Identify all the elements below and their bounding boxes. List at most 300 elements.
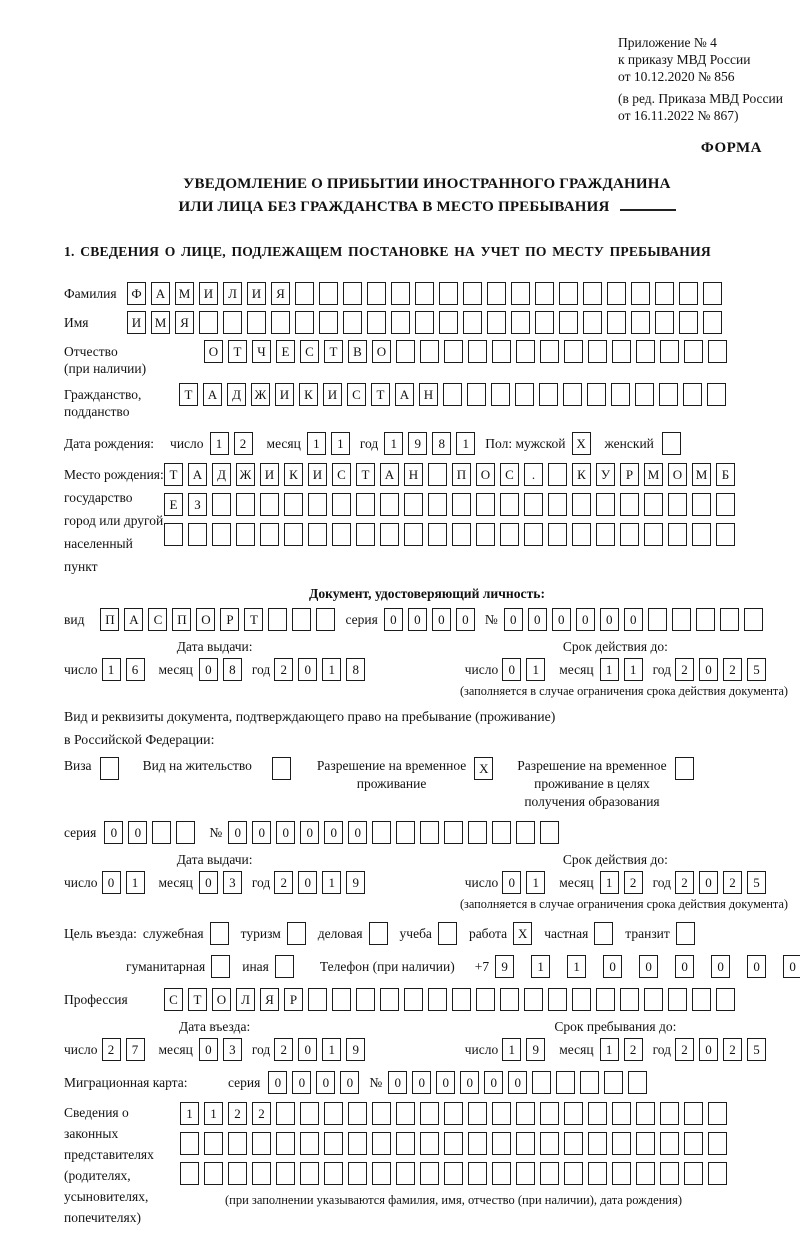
char-cell[interactable] <box>540 1102 559 1125</box>
char-cell[interactable] <box>655 282 674 305</box>
char-cell[interactable] <box>564 340 583 363</box>
char-cell[interactable] <box>308 988 327 1011</box>
char-cell[interactable] <box>396 1162 415 1185</box>
char-cell[interactable] <box>319 282 338 305</box>
char-cell[interactable] <box>284 493 303 516</box>
char-cell[interactable] <box>428 523 447 546</box>
char-cell[interactable] <box>660 1102 679 1125</box>
char-cell[interactable] <box>260 523 279 546</box>
char-cell[interactable]: 1 <box>331 432 350 455</box>
char-cell[interactable] <box>487 311 506 334</box>
valid-day-field[interactable] <box>502 658 545 681</box>
char-cell[interactable] <box>476 988 495 1011</box>
char-cell[interactable]: Т <box>188 988 207 1011</box>
char-cell[interactable] <box>692 523 711 546</box>
char-cell[interactable]: 0 <box>268 1071 287 1094</box>
char-cell[interactable] <box>380 493 399 516</box>
char-cell[interactable] <box>500 988 519 1011</box>
char-cell[interactable] <box>635 383 654 406</box>
char-cell[interactable] <box>420 1102 439 1125</box>
char-cell[interactable] <box>636 1162 655 1185</box>
char-cell[interactable] <box>236 523 255 546</box>
purpose-private-checkbox[interactable] <box>594 922 613 945</box>
issue-month-field[interactable] <box>199 658 242 681</box>
char-cell[interactable]: 0 <box>699 1038 718 1061</box>
char-cell[interactable]: Л <box>236 988 255 1011</box>
char-cell[interactable] <box>696 608 715 631</box>
char-cell[interactable] <box>356 523 375 546</box>
char-cell[interactable] <box>199 311 218 334</box>
char-cell[interactable] <box>380 523 399 546</box>
char-cell[interactable] <box>415 282 434 305</box>
char-cell[interactable] <box>655 311 674 334</box>
char-cell[interactable]: М <box>692 463 711 486</box>
char-cell[interactable] <box>260 493 279 516</box>
char-cell[interactable]: Ч <box>252 340 271 363</box>
char-cell[interactable] <box>212 493 231 516</box>
char-cell[interactable] <box>596 988 615 1011</box>
char-cell[interactable]: 1 <box>526 658 545 681</box>
char-cell[interactable]: 7 <box>126 1038 145 1061</box>
char-cell[interactable] <box>535 282 554 305</box>
char-cell[interactable] <box>707 383 726 406</box>
char-cell[interactable]: И <box>323 383 342 406</box>
char-cell[interactable]: 2 <box>252 1102 271 1125</box>
char-cell[interactable] <box>348 1162 367 1185</box>
char-cell[interactable]: И <box>247 282 266 305</box>
char-cell[interactable]: О <box>196 608 215 631</box>
char-cell[interactable]: 0 <box>298 871 317 894</box>
issue-year-field[interactable] <box>274 658 365 681</box>
char-cell[interactable] <box>367 311 386 334</box>
char-cell[interactable]: 0 <box>699 871 718 894</box>
char-cell[interactable]: 0 <box>384 608 403 631</box>
char-cell[interactable] <box>679 282 698 305</box>
char-cell[interactable] <box>284 523 303 546</box>
char-cell[interactable] <box>332 988 351 1011</box>
char-cell[interactable] <box>648 608 667 631</box>
purpose-transit-checkbox[interactable] <box>676 922 695 945</box>
char-cell[interactable] <box>524 988 543 1011</box>
char-cell[interactable]: 0 <box>456 608 475 631</box>
until-month-field[interactable] <box>600 1038 643 1061</box>
char-cell[interactable]: А <box>380 463 399 486</box>
char-cell[interactable]: 1 <box>567 955 586 978</box>
char-cell[interactable] <box>348 1132 367 1155</box>
char-cell[interactable] <box>660 340 679 363</box>
char-cell[interactable]: 0 <box>412 1071 431 1094</box>
char-cell[interactable]: 9 <box>408 432 427 455</box>
char-cell[interactable] <box>152 821 171 844</box>
char-cell[interactable]: 0 <box>502 871 521 894</box>
char-cell[interactable] <box>380 988 399 1011</box>
char-cell[interactable]: 0 <box>432 608 451 631</box>
char-cell[interactable] <box>588 1102 607 1125</box>
char-cell[interactable]: Т <box>228 340 247 363</box>
char-cell[interactable]: 0 <box>603 955 622 978</box>
char-cell[interactable] <box>516 1132 535 1155</box>
char-cell[interactable] <box>620 523 639 546</box>
char-cell[interactable] <box>716 493 735 516</box>
residence-permit-checkbox[interactable] <box>272 757 291 780</box>
char-cell[interactable] <box>300 1132 319 1155</box>
char-cell[interactable] <box>720 608 739 631</box>
char-cell[interactable]: 0 <box>199 871 218 894</box>
char-cell[interactable] <box>564 1102 583 1125</box>
char-cell[interactable] <box>703 311 722 334</box>
char-cell[interactable] <box>180 1162 199 1185</box>
birth-place-field-row[interactable] <box>164 523 735 546</box>
char-cell[interactable] <box>252 1132 271 1155</box>
char-cell[interactable]: И <box>127 311 146 334</box>
char-cell[interactable] <box>604 1071 623 1094</box>
valid-year-field[interactable] <box>675 871 766 894</box>
char-cell[interactable] <box>420 1132 439 1155</box>
citizenship-field[interactable] <box>179 383 726 406</box>
valid-year-field[interactable] <box>675 658 766 681</box>
male-checkbox[interactable]: X <box>572 432 591 455</box>
char-cell[interactable]: 2 <box>274 658 293 681</box>
char-cell[interactable]: 5 <box>747 1038 766 1061</box>
char-cell[interactable] <box>684 1132 703 1155</box>
char-cell[interactable] <box>348 1102 367 1125</box>
char-cell[interactable] <box>228 1162 247 1185</box>
char-cell[interactable] <box>492 1102 511 1125</box>
char-cell[interactable] <box>439 311 458 334</box>
char-cell[interactable] <box>420 340 439 363</box>
char-cell[interactable]: 0 <box>324 821 343 844</box>
char-cell[interactable]: 1 <box>322 871 341 894</box>
char-cell[interactable] <box>487 282 506 305</box>
char-cell[interactable] <box>404 988 423 1011</box>
char-cell[interactable]: К <box>572 463 591 486</box>
char-cell[interactable]: М <box>175 282 194 305</box>
char-cell[interactable]: 1 <box>204 1102 223 1125</box>
char-cell[interactable]: Д <box>212 463 231 486</box>
char-cell[interactable]: 0 <box>504 608 523 631</box>
char-cell[interactable]: С <box>347 383 366 406</box>
char-cell[interactable]: 9 <box>346 1038 365 1061</box>
char-cell[interactable]: Т <box>356 463 375 486</box>
char-cell[interactable] <box>324 1132 343 1155</box>
char-cell[interactable] <box>516 1162 535 1185</box>
valid-month-field[interactable] <box>600 871 643 894</box>
stay-doc-number-field[interactable] <box>228 821 559 844</box>
char-cell[interactable] <box>396 1102 415 1125</box>
char-cell[interactable]: 1 <box>531 955 550 978</box>
char-cell[interactable]: 2 <box>624 1038 643 1061</box>
char-cell[interactable]: 0 <box>624 608 643 631</box>
char-cell[interactable] <box>228 1132 247 1155</box>
char-cell[interactable] <box>268 608 287 631</box>
char-cell[interactable] <box>684 340 703 363</box>
char-cell[interactable]: П <box>172 608 191 631</box>
birth-year-field[interactable] <box>384 432 475 455</box>
char-cell[interactable]: 0 <box>408 608 427 631</box>
char-cell[interactable] <box>332 523 351 546</box>
char-cell[interactable]: И <box>199 282 218 305</box>
char-cell[interactable] <box>596 493 615 516</box>
char-cell[interactable]: 9 <box>495 955 514 978</box>
char-cell[interactable] <box>444 1132 463 1155</box>
issue-month-field[interactable] <box>199 871 242 894</box>
char-cell[interactable]: О <box>668 463 687 486</box>
char-cell[interactable]: 5 <box>747 658 766 681</box>
char-cell[interactable]: 0 <box>783 955 800 978</box>
char-cell[interactable]: Т <box>164 463 183 486</box>
char-cell[interactable]: С <box>148 608 167 631</box>
char-cell[interactable]: Е <box>276 340 295 363</box>
char-cell[interactable] <box>672 608 691 631</box>
char-cell[interactable] <box>468 1132 487 1155</box>
char-cell[interactable] <box>164 523 183 546</box>
char-cell[interactable] <box>463 311 482 334</box>
char-cell[interactable]: О <box>476 463 495 486</box>
char-cell[interactable]: 9 <box>526 1038 545 1061</box>
char-cell[interactable]: Т <box>244 608 263 631</box>
char-cell[interactable] <box>316 608 335 631</box>
char-cell[interactable] <box>252 1162 271 1185</box>
char-cell[interactable] <box>391 282 410 305</box>
char-cell[interactable] <box>540 821 559 844</box>
char-cell[interactable]: И <box>260 463 279 486</box>
char-cell[interactable] <box>636 1102 655 1125</box>
char-cell[interactable] <box>463 282 482 305</box>
char-cell[interactable]: К <box>299 383 318 406</box>
char-cell[interactable] <box>540 340 559 363</box>
char-cell[interactable] <box>644 493 663 516</box>
char-cell[interactable]: Я <box>260 988 279 1011</box>
until-day-field[interactable] <box>502 1038 545 1061</box>
char-cell[interactable]: 0 <box>348 821 367 844</box>
char-cell[interactable] <box>668 523 687 546</box>
char-cell[interactable] <box>612 340 631 363</box>
edu-permit-checkbox[interactable] <box>675 757 694 780</box>
char-cell[interactable]: 1 <box>600 658 619 681</box>
char-cell[interactable]: С <box>164 988 183 1011</box>
char-cell[interactable] <box>539 383 558 406</box>
char-cell[interactable] <box>668 493 687 516</box>
char-cell[interactable] <box>300 1162 319 1185</box>
char-cell[interactable]: Б <box>716 463 735 486</box>
char-cell[interactable]: К <box>284 463 303 486</box>
char-cell[interactable] <box>692 988 711 1011</box>
char-cell[interactable]: 2 <box>675 658 694 681</box>
char-cell[interactable] <box>356 988 375 1011</box>
char-cell[interactable] <box>476 523 495 546</box>
char-cell[interactable]: 0 <box>199 1038 218 1061</box>
char-cell[interactable]: 0 <box>711 955 730 978</box>
char-cell[interactable]: И <box>308 463 327 486</box>
char-cell[interactable] <box>620 988 639 1011</box>
char-cell[interactable]: Р <box>220 608 239 631</box>
char-cell[interactable] <box>628 1071 647 1094</box>
char-cell[interactable]: 0 <box>436 1071 455 1094</box>
char-cell[interactable] <box>343 282 362 305</box>
char-cell[interactable] <box>607 311 626 334</box>
char-cell[interactable]: 0 <box>252 821 271 844</box>
char-cell[interactable] <box>428 463 447 486</box>
char-cell[interactable] <box>548 523 567 546</box>
char-cell[interactable]: Р <box>620 463 639 486</box>
char-cell[interactable]: С <box>500 463 519 486</box>
char-cell[interactable] <box>247 311 266 334</box>
char-cell[interactable]: С <box>300 340 319 363</box>
char-cell[interactable]: 0 <box>460 1071 479 1094</box>
char-cell[interactable] <box>631 311 650 334</box>
char-cell[interactable]: 0 <box>388 1071 407 1094</box>
char-cell[interactable] <box>391 311 410 334</box>
birth-month-field[interactable] <box>307 432 350 455</box>
char-cell[interactable] <box>660 1162 679 1185</box>
entry-year-field[interactable] <box>274 1038 365 1061</box>
char-cell[interactable]: 1 <box>456 432 475 455</box>
char-cell[interactable] <box>684 1162 703 1185</box>
char-cell[interactable] <box>580 1071 599 1094</box>
char-cell[interactable]: 2 <box>723 658 742 681</box>
char-cell[interactable] <box>300 1102 319 1125</box>
char-cell[interactable] <box>572 523 591 546</box>
char-cell[interactable] <box>332 493 351 516</box>
char-cell[interactable] <box>236 493 255 516</box>
char-cell[interactable]: 0 <box>528 608 547 631</box>
char-cell[interactable] <box>223 311 242 334</box>
char-cell[interactable] <box>367 282 386 305</box>
char-cell[interactable] <box>708 340 727 363</box>
char-cell[interactable]: О <box>212 988 231 1011</box>
char-cell[interactable] <box>559 282 578 305</box>
char-cell[interactable]: 0 <box>298 1038 317 1061</box>
char-cell[interactable] <box>683 383 702 406</box>
char-cell[interactable] <box>415 311 434 334</box>
char-cell[interactable] <box>583 311 602 334</box>
char-cell[interactable] <box>420 821 439 844</box>
char-cell[interactable]: 2 <box>228 1102 247 1125</box>
char-cell[interactable]: 2 <box>675 1038 694 1061</box>
representatives-field-row[interactable] <box>180 1132 727 1155</box>
char-cell[interactable] <box>492 1162 511 1185</box>
char-cell[interactable] <box>204 1162 223 1185</box>
char-cell[interactable] <box>631 282 650 305</box>
char-cell[interactable]: 0 <box>576 608 595 631</box>
char-cell[interactable]: А <box>151 282 170 305</box>
char-cell[interactable] <box>324 1102 343 1125</box>
char-cell[interactable] <box>511 311 530 334</box>
char-cell[interactable]: 0 <box>600 608 619 631</box>
issue-day-field[interactable] <box>102 871 145 894</box>
char-cell[interactable] <box>708 1162 727 1185</box>
char-cell[interactable] <box>612 1102 631 1125</box>
char-cell[interactable] <box>372 1102 391 1125</box>
char-cell[interactable] <box>372 1162 391 1185</box>
char-cell[interactable]: 1 <box>322 1038 341 1061</box>
char-cell[interactable] <box>716 988 735 1011</box>
char-cell[interactable]: 0 <box>228 821 247 844</box>
purpose-official-checkbox[interactable] <box>210 922 229 945</box>
char-cell[interactable]: 1 <box>102 658 121 681</box>
char-cell[interactable] <box>444 1102 463 1125</box>
until-year-field[interactable] <box>675 1038 766 1061</box>
char-cell[interactable] <box>292 608 311 631</box>
char-cell[interactable] <box>452 493 471 516</box>
char-cell[interactable]: Я <box>175 311 194 334</box>
char-cell[interactable]: О <box>372 340 391 363</box>
char-cell[interactable]: 0 <box>102 871 121 894</box>
char-cell[interactable] <box>324 1162 343 1185</box>
stay-doc-series-field[interactable] <box>104 821 195 844</box>
char-cell[interactable]: Е <box>164 493 183 516</box>
char-cell[interactable]: П <box>452 463 471 486</box>
char-cell[interactable] <box>692 493 711 516</box>
char-cell[interactable]: Т <box>179 383 198 406</box>
char-cell[interactable]: А <box>203 383 222 406</box>
char-cell[interactable]: О <box>204 340 223 363</box>
char-cell[interactable]: 1 <box>180 1102 199 1125</box>
char-cell[interactable] <box>679 311 698 334</box>
char-cell[interactable]: 1 <box>307 432 326 455</box>
char-cell[interactable] <box>684 1102 703 1125</box>
char-cell[interactable]: 0 <box>292 1071 311 1094</box>
char-cell[interactable] <box>176 821 195 844</box>
char-cell[interactable] <box>716 523 735 546</box>
char-cell[interactable] <box>372 821 391 844</box>
char-cell[interactable]: А <box>395 383 414 406</box>
char-cell[interactable] <box>708 1102 727 1125</box>
purpose-business-checkbox[interactable] <box>369 922 388 945</box>
birth-place-field-row[interactable] <box>164 493 735 516</box>
char-cell[interactable]: 1 <box>624 658 643 681</box>
char-cell[interactable] <box>644 988 663 1011</box>
visa-checkbox[interactable] <box>100 757 119 780</box>
char-cell[interactable]: 1 <box>600 871 619 894</box>
char-cell[interactable] <box>476 493 495 516</box>
char-cell[interactable]: 2 <box>274 1038 293 1061</box>
char-cell[interactable] <box>500 523 519 546</box>
char-cell[interactable] <box>308 523 327 546</box>
char-cell[interactable]: 1 <box>600 1038 619 1061</box>
migration-series-field[interactable] <box>268 1071 359 1094</box>
char-cell[interactable] <box>548 493 567 516</box>
char-cell[interactable]: П <box>100 608 119 631</box>
issue-year-field[interactable] <box>274 871 365 894</box>
char-cell[interactable]: А <box>124 608 143 631</box>
char-cell[interactable]: В <box>348 340 367 363</box>
char-cell[interactable]: 9 <box>346 871 365 894</box>
char-cell[interactable]: Т <box>371 383 390 406</box>
char-cell[interactable]: 8 <box>432 432 451 455</box>
char-cell[interactable] <box>204 1132 223 1155</box>
char-cell[interactable] <box>356 493 375 516</box>
char-cell[interactable]: Р <box>284 988 303 1011</box>
char-cell[interactable] <box>276 1162 295 1185</box>
char-cell[interactable] <box>468 821 487 844</box>
char-cell[interactable] <box>468 1102 487 1125</box>
char-cell[interactable]: 0 <box>699 658 718 681</box>
char-cell[interactable] <box>420 1162 439 1185</box>
char-cell[interactable] <box>516 340 535 363</box>
char-cell[interactable]: 2 <box>723 1038 742 1061</box>
surname-field[interactable] <box>127 282 722 305</box>
char-cell[interactable] <box>588 1162 607 1185</box>
char-cell[interactable]: 0 <box>552 608 571 631</box>
char-cell[interactable] <box>276 1132 295 1155</box>
char-cell[interactable]: С <box>332 463 351 486</box>
char-cell[interactable] <box>540 1162 559 1185</box>
char-cell[interactable]: 2 <box>102 1038 121 1061</box>
char-cell[interactable] <box>540 1132 559 1155</box>
char-cell[interactable] <box>668 988 687 1011</box>
char-cell[interactable]: 2 <box>234 432 253 455</box>
